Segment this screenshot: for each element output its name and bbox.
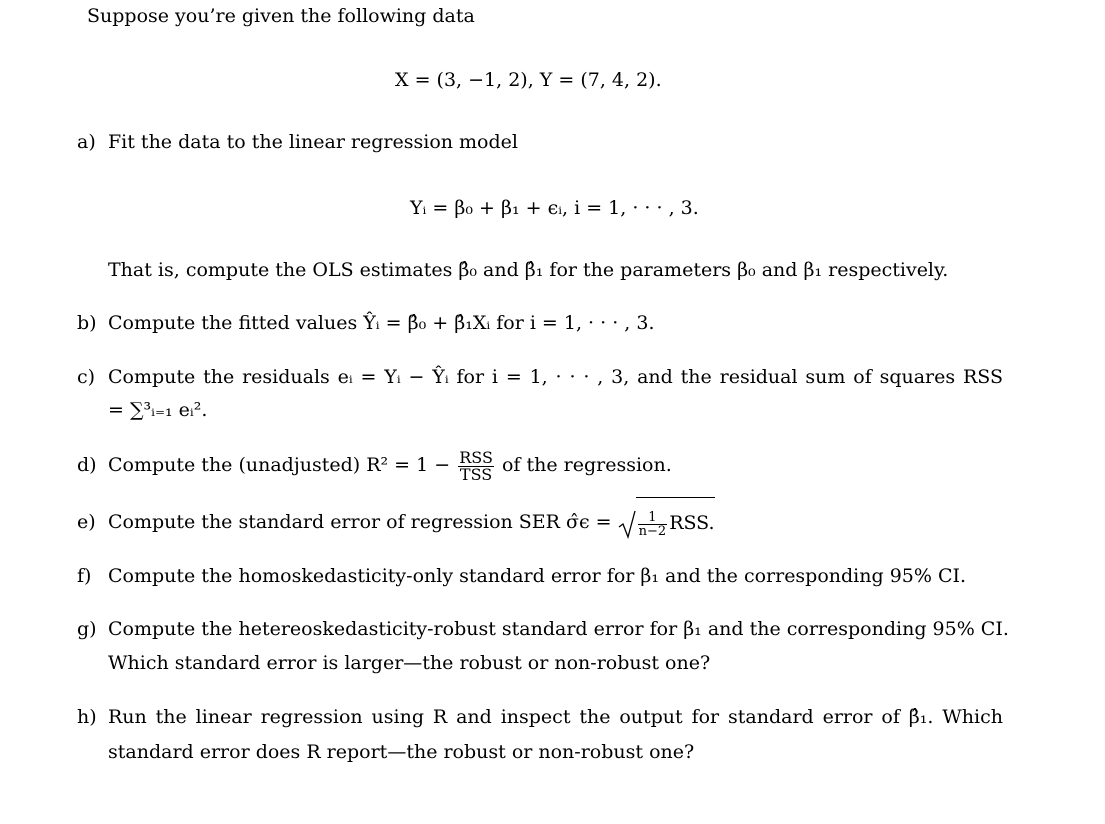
part-b-text: Compute the fitted values Ŷᵢ = β̂₀ + β̂₁Xᵢ for i = 1, · · · , 3. [108,312,655,334]
part-d-before: Compute the (unadjusted) R² = 1 − [108,454,451,476]
part-a-text: Fit the data to the linear regression model [108,131,518,153]
part-h-label: h) [77,706,97,728]
one-over-n-minus-two [638,511,668,538]
part-h-line2: standard error does R report—the robust or non-robust one? [108,741,695,763]
part-b-label: b) [77,312,97,334]
part-d-label: d) [77,454,97,476]
fraction-denominator: TSS [459,464,493,484]
part-e-after: RSS. [669,512,715,534]
fraction-numerator: RSS [459,447,493,467]
fraction-numerator: 1 [638,511,668,525]
part-a-label: a) [77,131,96,153]
part-c-line2: = ∑³ᵢ₌₁ eᵢ². [108,399,208,421]
part-e-label: e) [77,511,96,533]
part-a-followup: That is, compute the OLS estimates β̂₀ and β̂₁ for the parameters β₀ and β₁ respectively. [108,259,949,281]
radical-icon [618,509,636,539]
part-c-line1: Compute the residuals eᵢ = Yᵢ − Ŷᵢ for i = 1, · · · , 3, and the residual sum of squares RSS [108,366,1003,388]
part-c-label: c) [77,366,96,388]
part-g-line1: Compute the hetereoskedasticity-robust standard error for β₁ and the corresponding 95% CI. [108,618,1009,640]
intro-text: Suppose you’re given the following data [87,5,475,27]
part-g-label: g) [77,618,97,640]
fraction-denominator: n−2 [638,523,667,539]
part-e-before: Compute the standard error of regression SER σ̂ϵ = [108,511,612,533]
part-e-text [108,498,715,547]
rss-tss-fraction [458,447,494,484]
part-d-after: of the regression. [501,454,672,476]
model-equation: Yᵢ = β₀ + β₁ + ϵᵢ, i = 1, · · · , 3. [410,197,699,219]
part-h-line1: Run the linear regression using R and inspect the output for standard error of β̂₁. Which [108,706,1003,728]
part-d-text [108,441,672,489]
part-f-label: f) [77,565,92,587]
sqrt-symbol [618,499,715,547]
part-f-text: Compute the homoskedasticity-only standard error for β₁ and the corresponding 95% CI. [108,565,967,587]
part-g-line2: Which standard error is larger—the robust or non-robust one? [108,652,711,674]
data-equation: X = (3, −1, 2), Y = (7, 4, 2). [395,69,662,91]
